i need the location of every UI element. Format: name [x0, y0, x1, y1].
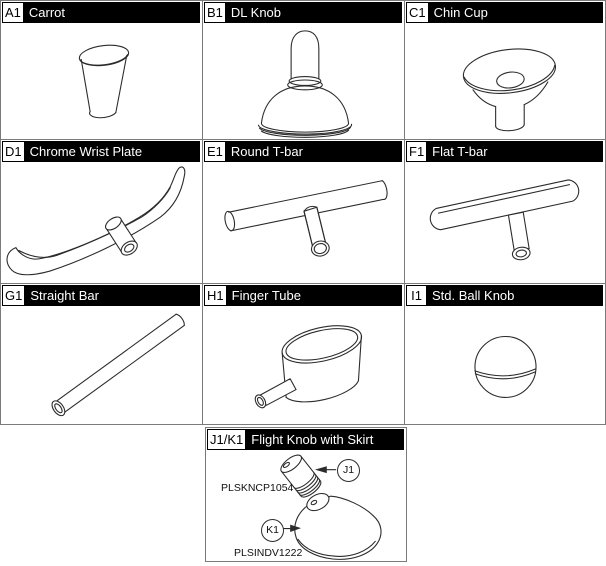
- callout-ref: K1: [266, 524, 279, 536]
- part-cell-header: [204, 141, 402, 162]
- part-ref-badge: D1: [5, 144, 22, 159]
- callout-ref: J1: [342, 464, 355, 476]
- part-cell-header: [204, 285, 402, 306]
- part-name-label: DL Knob: [230, 5, 282, 20]
- part-cell-header: [207, 429, 404, 450]
- part-ref-badge: I1: [407, 286, 426, 305]
- part-name-label: Carrot: [28, 5, 66, 20]
- flat-t-bar-drawing: [406, 163, 604, 282]
- part-cell-f1: [404, 139, 606, 284]
- part-ref-badge: A1: [5, 5, 21, 20]
- part-name-label: Chin Cup: [433, 5, 488, 20]
- part-cell-header: [2, 141, 200, 162]
- part-name-label: Finger Tube: [231, 288, 301, 303]
- chin-cup-drawing: [406, 24, 604, 138]
- part-ref-badge: J1/K1: [210, 432, 244, 447]
- part-cell-header: [204, 2, 402, 23]
- part-cell-header: [406, 285, 603, 306]
- ball-knob-drawing: [406, 307, 604, 423]
- part-cell-j1k1: [205, 427, 407, 562]
- carrot-knob-drawing: [2, 24, 201, 138]
- part-number-k1: PLSINDV1222: [234, 547, 303, 559]
- part-ref-badge: B1: [207, 5, 223, 20]
- flight-knob-with-skirt-drawing: [207, 451, 405, 560]
- part-ref-badge: F1: [409, 144, 425, 159]
- round-t-bar-drawing: [204, 163, 403, 282]
- callout-circle-j1: [337, 459, 360, 482]
- part-ref-badge: E1: [207, 144, 223, 159]
- part-cell-i1: [404, 283, 606, 425]
- part-name-label: Chrome Wrist Plate: [29, 144, 143, 159]
- chrome-wrist-plate-drawing: [2, 163, 201, 282]
- finger-tube-drawing: [204, 307, 403, 423]
- straight-bar-drawing: [2, 307, 201, 423]
- part-cell-a1: [0, 0, 203, 140]
- part-cell-header: [2, 285, 200, 306]
- part-name-label: Flight Knob with Skirt: [251, 432, 374, 447]
- part-ref-badge: C1: [409, 5, 426, 20]
- part-ref-badge: H1: [207, 288, 224, 303]
- part-name-label: Flat T-bar: [432, 144, 488, 159]
- part-cell-d1: [0, 139, 203, 284]
- callout-circle-k1: [261, 519, 284, 542]
- part-ref-badge: G1: [5, 288, 23, 303]
- dl-knob-drawing: [204, 24, 403, 138]
- part-cell-b1: [202, 0, 405, 140]
- part-cell-e1: [202, 139, 405, 284]
- part-cell-h1: [202, 283, 405, 425]
- part-cell-header: [406, 2, 603, 23]
- part-name-label: Round T-bar: [230, 144, 303, 159]
- part-cell-header: [406, 141, 603, 162]
- part-cell-g1: [0, 283, 203, 425]
- part-cell-header: [2, 2, 200, 23]
- part-name-label: Std. Ball Knob: [432, 288, 515, 303]
- part-cell-c1: [404, 0, 606, 140]
- part-name-label: Straight Bar: [30, 288, 99, 303]
- part-number-j1: PLSKNCP1054: [221, 482, 294, 494]
